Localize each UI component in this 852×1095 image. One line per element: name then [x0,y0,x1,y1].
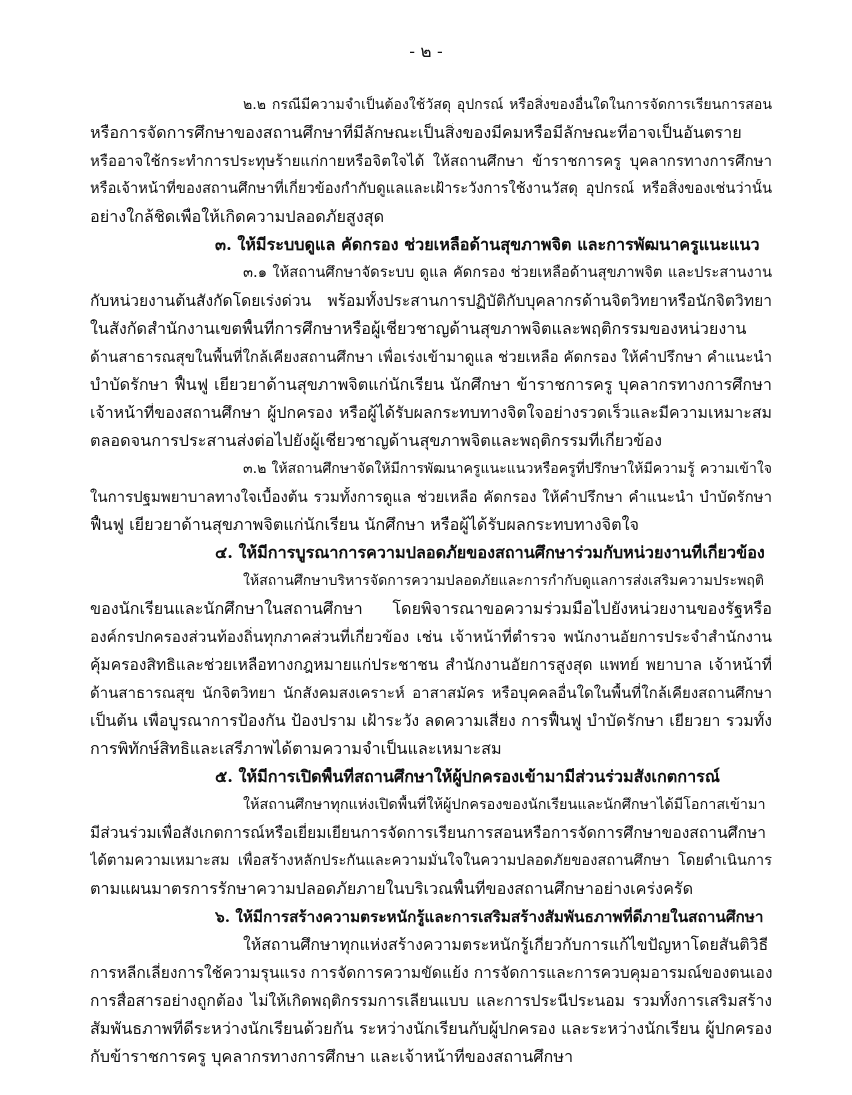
text-line: ๓.๒ ให้สถานศึกษาจัดให้มีการพัฒนาครูแนะแนวหรือครูที่ปรึกษาให้มีความรู้ ความเข้าใจ [243,461,772,477]
text-line: มีส่วนร่วมเพื่อสังเกตการณ์หรือเยี่ยมเยียนการจัดการเรียนการสอนหรือการจัดการศึกษาของสถานศึกษา [90,824,767,842]
text-line: เจ้าหน้าที่ของสถานศึกษา ผู้ปกครอง หรือผู้ได้รับผลกระทบทางจิตใจอย่างรวดเร็วและมีความเหมาะสม [90,403,772,422]
section-heading: ๓. ให้มีระบบดูแล คัดกรอง ช่วยเหลือด้านสุขภาพจิต และการพัฒนาครูแนะแนว [215,235,760,254]
text-line: องค์กรปกครองส่วนท้องถิ่นทุกภาคส่วนที่เกี่ยวข้อง เช่น เจ้าหน้าที่ตำรวจ พนักงานอัยการประจำสำนักงาน [90,628,772,646]
text-line: การสื่อสารอย่างถูกต้อง ไม่ให้เกิดพฤติกรรมการเลียนแบบ และการประนีประนอม รวมทั้งการเสริมสร้าง [90,992,772,1010]
text-line: หรือการจัดการศึกษาของสถานศึกษาที่มีลักษณะเป็นสิ่งของมีคมหรือมีลักษณะที่อาจเป็นอันตราย [90,123,742,142]
text-line: คุ้มครองสิทธิและช่วยเหลือทางกฎหมายแก่ประชาชน สำนักงานอัยการสูงสุด แพทย์ พยาบาล เจ้าหน้าที่ [90,656,772,674]
text-line: ให้สถานศึกษาทุกแห่งสร้างความตระหนักรู้เกี่ยวกับการแก้ไขปัญหาโดยสันติวิธี [243,935,769,954]
text-line: หรือเจ้าหน้าที่ของสถานศึกษาที่เกี่ยวข้องกำกับดูแลและเฝ้าระวังการใช้งานวัสดุ อุปกรณ์ หรือสิ่งของเช่นว่านั้น [90,180,772,197]
text-line: ๓.๑ ให้สถานศึกษาจัดระบบ ดูแล คัดกรอง ช่วยเหลือด้านสุขภาพจิต และประสานงาน [243,264,772,281]
section-heading: ๖. ให้มีการสร้างความตระหนักรู้และการเสริมสร้างสัมพันธภาพที่ดีภายในสถานศึกษา [215,908,764,926]
text-line: ด้านสาธารณสุข นักจิตวิทยา นักสังคมสงเคราะห์ อาสาสมัคร หรือบุคคลอื่นใดในพื้นที่ใกล้เคียงสถานศึกษา [90,684,772,702]
text-line: ได้ตามความเหมาะสม เพื่อสร้างหลักประกันและความมั่นใจในความปลอดภัยของสถานศึกษา โดยดำเนินการ [90,852,772,869]
text-line: ให้สถานศึกษาบริหารจัดการความปลอดภัยและการกำกับดูแลการส่งเสริมความประพฤติ [243,573,765,589]
text-line: ในสังกัดสำนักงานเขตพื้นที่การศึกษาหรือผู้เชี่ยวชาญด้านสุขภาพจิตและพฤติกรรมของหน่วยงาน [90,319,747,338]
text-line: ของนักเรียนและนักศึกษาในสถานศึกษา โดยพิจารณาขอความร่วมมือไปยังหน่วยงานของรัฐหรือ [90,599,772,618]
text-line: เป็นต้น เพื่อบูรณาการป้องกัน ป้องปราม เฝ้าระวัง ลดความเสี่ยง การฟื้นฟู บำบัดรักษา เยียวยา รวมทั้ง [90,711,772,730]
text-line: ในการปฐมพยาบาลทางใจเบื้องต้น รวมทั้งการดูแล ช่วยเหลือ คัดกรอง ให้คำปรึกษา คำแนะนำ บำบัดรักษา [90,488,772,506]
text-line: บำบัดรักษา ฟื้นฟู เยียวยาด้านสุขภาพจิตแก่นักเรียน นักศึกษา ข้าราชการครู บุคลากรทางการศึกษา [90,375,772,394]
text-line: กับข้าราชการครู บุคลากรทางการศึกษา และเจ้าหน้าที่ของสถานศึกษา [90,1047,574,1066]
text-line: สัมพันธภาพที่ดีระหว่างนักเรียนด้วยกัน ระหว่างนักเรียนกับผู้ปกครอง และระหว่างนักเรียน ผู้ปกครอง [90,1019,772,1038]
text-line: ด้านสาธารณสุขในพื้นที่ใกล้เคียงสถานศึกษา เพื่อเร่งเข้ามาดูแล ช่วยเหลือ คัดกรอง ให้คำปรึกษา คำแนะนำ [90,348,772,366]
text-line: กับหน่วยงานต้นสังกัดโดยเร่งด่วน พร้อมทั้งประสานการปฏิบัติกับบุคลากรด้านจิตวิทยาหรือนักจิตวิทยา [90,292,772,310]
section-heading: ๕. ให้มีการเปิดพื้นที่สถานศึกษาให้ผู้ปกครองเข้ามามีส่วนร่วมสังเกตการณ์ [215,767,720,786]
text-line: ให้สถานศึกษาทุกแห่งเปิดพื้นที่ให้ผู้ปกครองของนักเรียนและนักศึกษาได้มีโอกาสเข้ามา [243,797,766,813]
section-heading: ๔. ให้มีการบูรณาการความปลอดภัยของสถานศึกษาร่วมกับหน่วยงานที่เกี่ยวข้อง [215,543,765,562]
page-number: - ๒ - [409,42,443,62]
text-line: ตามแผนมาตรการรักษาความปลอดภัยภายในบริเวณพื้นที่ของสถานศึกษาอย่างเคร่งครัด [90,879,694,898]
text-line: หรืออาจใช้กระทำการประทุษร้ายแก่กายหรือจิตใจได้ ให้สถานศึกษา ข้าราชการครู บุคลากรทางการศึกษา [90,152,772,170]
text-line: ตลอดจนการประสานส่งต่อไปยังผู้เชี่ยวชาญด้านสุขภาพจิตและพฤติกรรมที่เกี่ยวข้อง [90,431,662,450]
text-line: การพิทักษ์สิทธิและเสรีภาพได้ตามความจำเป็นและเหมาะสม [90,739,502,758]
text-line: ฟื้นฟู เยียวยาด้านสุขภาพจิตแก่นักเรียน นักศึกษา หรือผู้ได้รับผลกระทบทางจิตใจ [90,515,639,534]
text-line: การหลีกเลี่ยงการใช้ความรุนแรง การจัดการความขัดแย้ง การจัดการและการควบคุมอารมณ์ของตนเอง [90,964,772,982]
text-line: อย่างใกล้ชิดเพื่อให้เกิดความปลอดภัยสูงสุด [90,207,385,226]
text-line: ๒.๒ กรณีมีความจำเป็นต้องใช้วัสดุ อุปกรณ์ หรือสิ่งของอื่นใดในการจัดการเรียนการสอน [243,97,772,113]
